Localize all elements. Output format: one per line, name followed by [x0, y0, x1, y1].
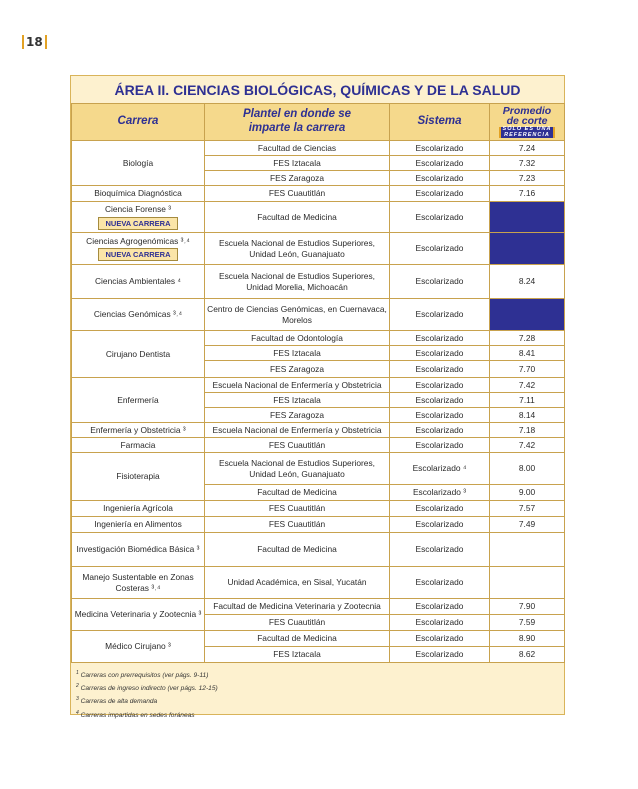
- promedio-cell-blank: [490, 233, 565, 265]
- table-row: [72, 233, 565, 265]
- sistema-cell: Escolarizado: [390, 346, 490, 361]
- plantel-cell: FES Cuautitlán: [205, 501, 390, 517]
- promedio-cell-blank: [490, 299, 565, 331]
- sistema-cell: Escolarizado: [390, 647, 490, 663]
- table-row: [72, 423, 565, 438]
- sistema-cell: Escolarizado ³: [390, 485, 490, 501]
- sistema-cell: Escolarizado: [390, 631, 490, 647]
- plantel-cell: FES Iztacala: [205, 346, 390, 361]
- promedio-cell: 7.24: [490, 141, 565, 156]
- plantel-cell: FES Zaragoza: [205, 408, 390, 423]
- promedio-cell: 7.42: [490, 378, 565, 393]
- plantel-cell: Escuela Nacional de Enfermería y Obstetricia: [205, 423, 390, 438]
- plantel-cell: Facultad de Medicina: [205, 631, 390, 647]
- promedio-cell: 7.11: [490, 393, 565, 408]
- carrera-cell: Médico Cirujano ³: [72, 631, 205, 663]
- promedio-cell: 7.23: [490, 171, 565, 186]
- header-row: [72, 104, 565, 141]
- sistema-cell: Escolarizado ⁴: [390, 453, 490, 485]
- table-row: [72, 517, 565, 533]
- sistema-cell: Escolarizado: [390, 501, 490, 517]
- footnote: $^1$ Carreras con prerrequisitos (ver págs. 9-11): [76, 670, 209, 680]
- table-row: [72, 331, 565, 346]
- table-row: [72, 299, 565, 331]
- plantel-cell: Facultad de Medicina: [205, 533, 390, 567]
- plantel-cell: Unidad Académica, en Sisal, Yucatán: [205, 567, 390, 599]
- sistema-cell: Escolarizado: [390, 438, 490, 453]
- table-row: [72, 438, 565, 453]
- carrera-cell: Enfermería y Obstetricia ³: [72, 423, 205, 438]
- promedio-cell: 7.70: [490, 361, 565, 378]
- plantel-cell: Escuela Nacional de Estudios Superiores, Unidad Morelia, Michoacán: [205, 265, 390, 299]
- sistema-cell: Escolarizado: [390, 265, 490, 299]
- table-row: [72, 186, 565, 202]
- table-row: [72, 265, 565, 299]
- carrera-cell: Medicina Veterinaria y Zootecnia ³: [72, 599, 205, 631]
- carrera-cell: Investigación Biomédica Básica ³: [72, 533, 205, 567]
- promedio-cell: 7.90: [490, 599, 565, 615]
- sistema-cell: Escolarizado: [390, 378, 490, 393]
- sistema-cell: Escolarizado: [390, 141, 490, 156]
- plantel-cell: FES Cuautitlán: [205, 438, 390, 453]
- sistema-cell: Escolarizado: [390, 393, 490, 408]
- promedio-cell: 7.18: [490, 423, 565, 438]
- plantel-cell: Escuela Nacional de Estudios Superiores, Unidad León, Guanajuato: [205, 233, 390, 265]
- table-row: [72, 141, 565, 156]
- carrera-cell: Ingeniería Agrícola: [72, 501, 205, 517]
- header-plantel: Plantel en donde se imparte la carrera: [205, 104, 390, 141]
- sistema-cell: Escolarizado: [390, 171, 490, 186]
- promedio-cell-blank: [490, 202, 565, 233]
- plantel-cell: Escuela Nacional de Enfermería y Obstetricia: [205, 378, 390, 393]
- promedio-cell: 8.00: [490, 453, 565, 485]
- carrera-cell: Ciencias Agrogenómicas ³˒⁴ NUEVA CARRERA: [72, 233, 205, 265]
- sistema-cell: Escolarizado: [390, 331, 490, 346]
- plantel-cell: FES Zaragoza: [205, 171, 390, 186]
- promedio-cell: 9.00: [490, 485, 565, 501]
- table-row: [72, 533, 565, 567]
- carrera-cell: Biología: [72, 141, 205, 186]
- carrera-cell: Cirujano Dentista: [72, 331, 205, 378]
- carrera-cell: Fisioterapia: [72, 453, 205, 501]
- promedio-cell: 7.16: [490, 186, 565, 202]
- promedio-cell: 7.42: [490, 438, 565, 453]
- table-row: [72, 202, 565, 233]
- sistema-cell: Escolarizado: [390, 423, 490, 438]
- table-row: [72, 631, 565, 647]
- footnote: $^2$ Carreras de ingreso indirecto (ver págs. 12-15): [76, 683, 218, 693]
- new-career-badge: NUEVA CARRERA: [98, 248, 177, 261]
- promedio-cell: 8.14: [490, 408, 565, 423]
- header-sistema: Sistema: [390, 104, 490, 141]
- header-promedio: Promedio de corte SÓLO ES UNA REFERENCIA: [490, 104, 565, 141]
- carrera-cell: Manejo Sustentable en Zonas Costeras ³˒⁴: [72, 567, 205, 599]
- sistema-cell: Escolarizado: [390, 186, 490, 202]
- plantel-cell: FES Iztacala: [205, 647, 390, 663]
- plantel-cell: FES Cuautitlán: [205, 615, 390, 631]
- reference-note-badge: SÓLO ES UNA REFERENCIA: [499, 127, 556, 139]
- carrera-cell: Ciencia Forense ³ NUEVA CARRERA: [72, 202, 205, 233]
- header-carrera: Carrera: [72, 104, 205, 141]
- carrera-cell: Ciencias Genómicas ³˒⁴: [72, 299, 205, 331]
- sistema-cell: Escolarizado: [390, 299, 490, 331]
- plantel-cell: FES Iztacala: [205, 156, 390, 171]
- plantel-cell: FES Iztacala: [205, 393, 390, 408]
- footnote: $^3$ Carreras de alta demanda: [76, 696, 158, 706]
- table-row: [72, 453, 565, 485]
- promedio-cell: [490, 533, 565, 567]
- plantel-cell: FES Cuautitlán: [205, 186, 390, 202]
- careers-table: [71, 103, 565, 663]
- table-row: [72, 501, 565, 517]
- promedio-cell: 7.49: [490, 517, 565, 533]
- carrera-cell: Ingeniería en Alimentos: [72, 517, 205, 533]
- sistema-cell: Escolarizado: [390, 156, 490, 171]
- plantel-cell: Escuela Nacional de Estudios Superiores, Unidad León, Guanajuato: [205, 453, 390, 485]
- plantel-cell: Facultad de Medicina: [205, 485, 390, 501]
- new-career-badge: NUEVA CARRERA: [98, 217, 177, 230]
- sistema-cell: Escolarizado: [390, 361, 490, 378]
- promedio-cell: [490, 567, 565, 599]
- promedio-cell: 7.59: [490, 615, 565, 631]
- footnote: $^4$ Carreras impartidas en sedes foráneas: [76, 709, 195, 719]
- sistema-cell: Escolarizado: [390, 408, 490, 423]
- sistema-cell: Escolarizado: [390, 202, 490, 233]
- table-row: [72, 599, 565, 615]
- page-number: 18: [22, 34, 47, 49]
- promedio-cell: 7.32: [490, 156, 565, 171]
- sistema-cell: Escolarizado: [390, 517, 490, 533]
- promedio-cell: 8.41: [490, 346, 565, 361]
- page-number-bar-right: [45, 35, 47, 49]
- table-row: [72, 567, 565, 599]
- footnotes: [76, 668, 218, 721]
- carrera-cell: Ciencias Ambientales ⁴: [72, 265, 205, 299]
- promedio-cell: 8.62: [490, 647, 565, 663]
- carrera-cell: Bioquímica Diagnóstica: [72, 186, 205, 202]
- carrera-cell: Enfermería: [72, 378, 205, 423]
- plantel-cell: Facultad de Medicina Veterinaria y Zootecnia: [205, 599, 390, 615]
- plantel-cell: FES Zaragoza: [205, 361, 390, 378]
- plantel-cell: Facultad de Medicina: [205, 202, 390, 233]
- promedio-cell: 7.57: [490, 501, 565, 517]
- page-number-bar-left: [22, 35, 24, 49]
- plantel-cell: Facultad de Ciencias: [205, 141, 390, 156]
- sistema-cell: Escolarizado: [390, 615, 490, 631]
- plantel-cell: Centro de Ciencias Genómicas, en Cuernavaca, Morelos: [205, 299, 390, 331]
- sistema-cell: Escolarizado: [390, 567, 490, 599]
- promedio-cell: 8.90: [490, 631, 565, 647]
- table-row: [72, 378, 565, 393]
- carrera-cell: Farmacia: [72, 438, 205, 453]
- area-title: ÁREA II. CIENCIAS BIOLÓGICAS, QUÍMICAS Y DE LA SALUD: [114, 82, 521, 98]
- sistema-cell: Escolarizado: [390, 599, 490, 615]
- plantel-cell: Facultad de Odontología: [205, 331, 390, 346]
- promedio-cell: 7.28: [490, 331, 565, 346]
- sistema-cell: Escolarizado: [390, 533, 490, 567]
- promedio-cell: 8.24: [490, 265, 565, 299]
- plantel-cell: FES Cuautitlán: [205, 517, 390, 533]
- sistema-cell: Escolarizado: [390, 233, 490, 265]
